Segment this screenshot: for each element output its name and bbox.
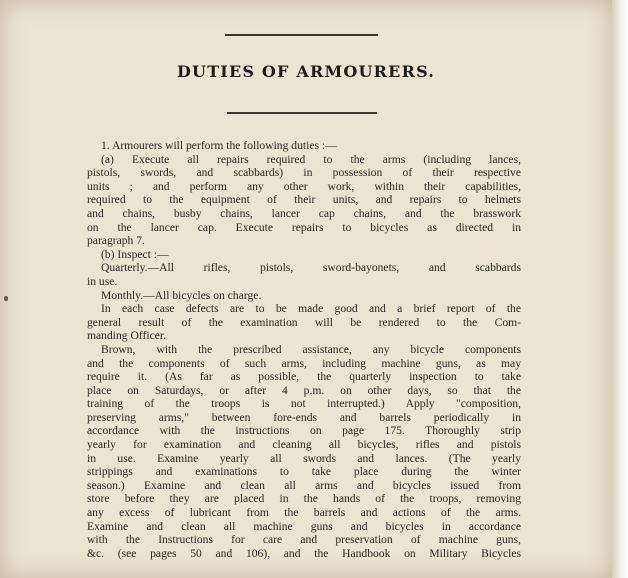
text-line: general result of the examination will be rendered to the Com- xyxy=(87,315,521,329)
text-line: any excess of lubricant from the barrels and actions of the arms. xyxy=(87,506,521,520)
text-line: require it. (As far as possible, the quarterly inspection to take xyxy=(87,370,521,384)
text-line: (a) Execute all repairs required to the arms (including lances, xyxy=(101,152,521,166)
text-line: on the lancer cap. Execute repairs to bicycles as directed in xyxy=(87,220,521,234)
text-line: &c. (see pages 50 and 106), and the Handbook on Military Bicycles xyxy=(87,546,521,560)
text-line: strippings and examinations to take place during the winter xyxy=(87,465,521,479)
text-line: in use. xyxy=(87,274,118,288)
title-bottom-rule xyxy=(227,112,377,114)
text-line: Brown, with the prescribed assistance, any bicycle components xyxy=(101,342,521,356)
text-line: store before they are placed in the hands of the troops, removing xyxy=(87,492,521,506)
text-line: and chains, busby chains, lancer cap chains, and the brasswork xyxy=(87,206,521,220)
paper-blemish xyxy=(4,296,8,301)
title-top-rule xyxy=(225,34,378,36)
text-line: Monthly.—All bicycles on charge. xyxy=(101,288,262,302)
text-line: In each case defects are to be made good and a brief report of the xyxy=(101,302,521,316)
page-edge xyxy=(612,0,628,578)
text-line: 1. Armourers will perform the following duties :— xyxy=(101,139,337,152)
text-line: season.) Examine and clean all arms and bicycles issued from xyxy=(87,478,521,492)
text-line: (b) Inspect :— xyxy=(101,247,169,261)
text-line: training of the troops is not interrupted.) Apply "composition, xyxy=(87,397,521,411)
body-text xyxy=(87,139,521,560)
text-line: manding Officer. xyxy=(87,329,166,343)
text-line: yearly for examination and cleaning all bicycles, rifles and pistols xyxy=(87,438,521,452)
text-line: Quarterly.—All rifles, pistols, sword-bayonets, and scabbards xyxy=(101,261,521,275)
text-line: in use. Examine yearly all swords and lances. (The yearly xyxy=(87,451,521,465)
page-title: DUTIES OF ARMOURERS. xyxy=(176,62,436,81)
text-line: and the components of such arms, including machine guns, as may xyxy=(87,356,521,370)
text-line: preserving arms," between fore-ends and barrels periodically in xyxy=(87,410,521,424)
text-line: pistols, swords, and scabbards) in possession of their respective xyxy=(87,166,521,180)
text-line: required to the equipment of their units, and repairs to helmets xyxy=(87,193,521,207)
text-line: Examine and clean all machine guns and bicycles in accordance xyxy=(87,519,521,533)
text-line: with the Instructions for care and preservation of machine guns, xyxy=(87,533,521,547)
text-line: paragraph 7. xyxy=(87,234,145,248)
text-line: accordance with the instructions on page 175. Thoroughly strip xyxy=(87,424,521,438)
text-line: units ; and perform any other work, within their capabilities, xyxy=(87,179,521,193)
text-line: place on Saturdays, or after 4 p.m. on other days, so that the xyxy=(87,383,521,397)
